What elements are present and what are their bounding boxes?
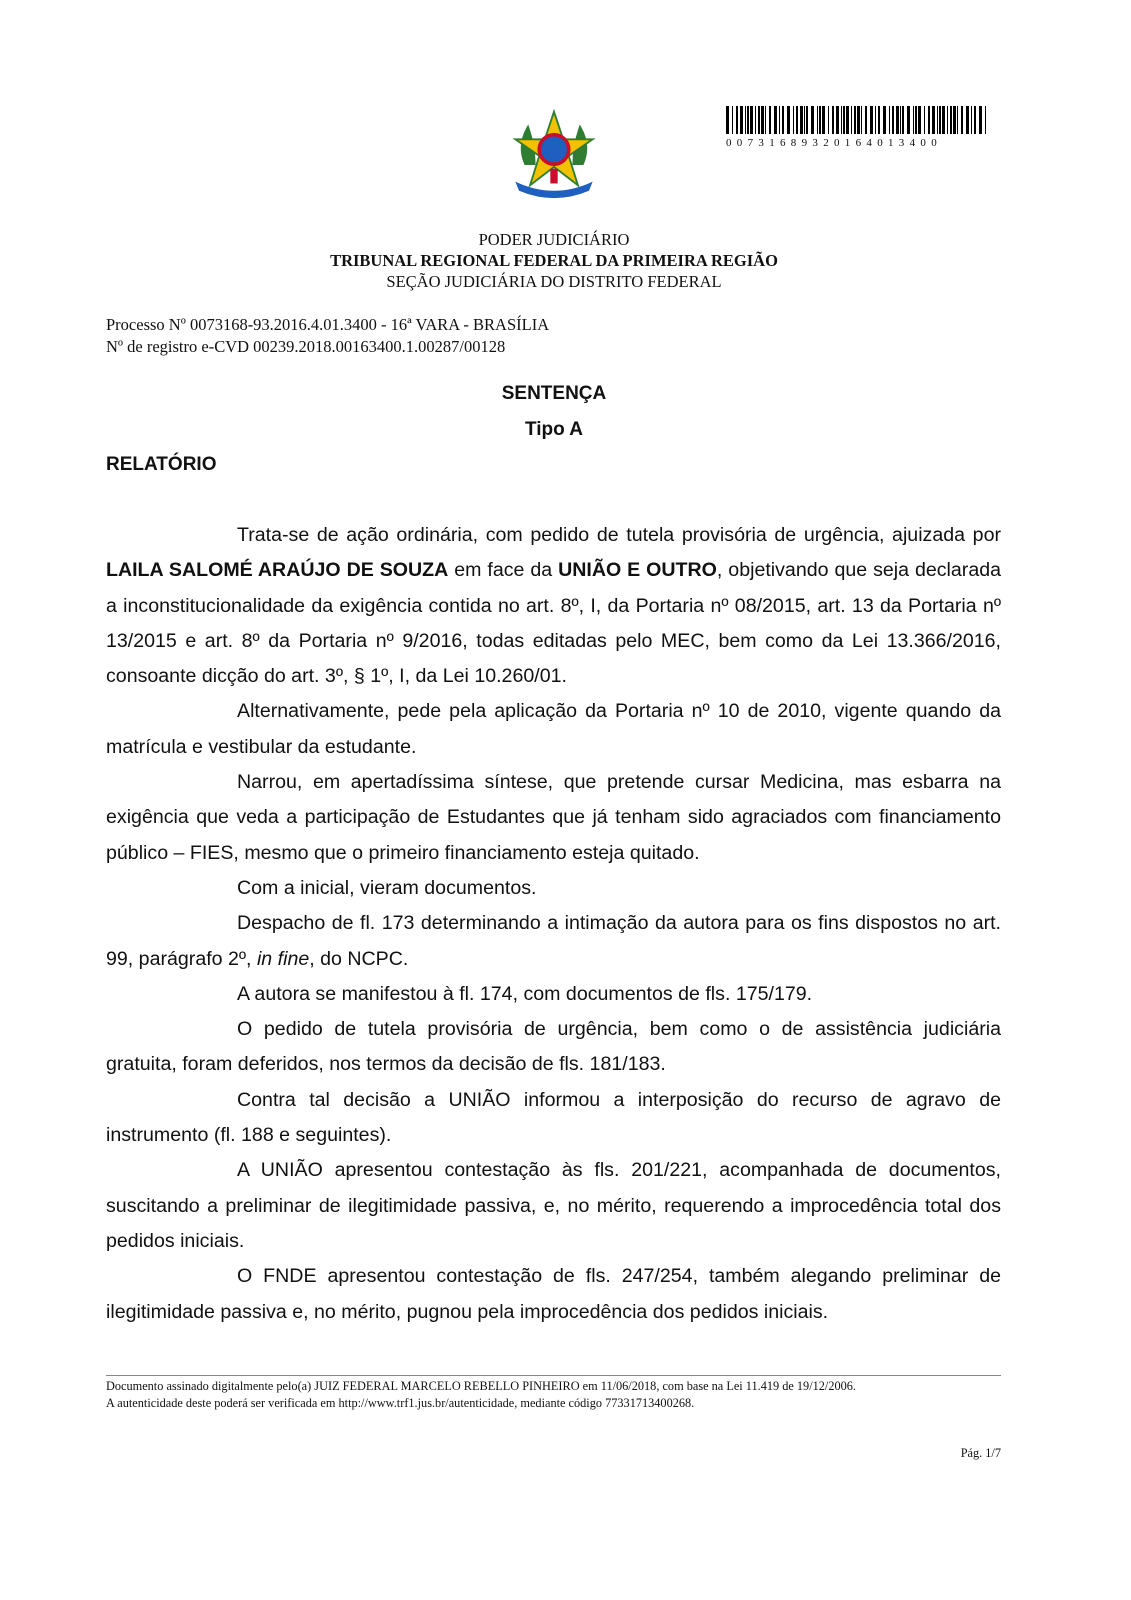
barcode-bar [900, 106, 901, 134]
barcode-bar [774, 106, 777, 134]
barcode-bar [769, 106, 771, 134]
header-court: TRIBUNAL REGIONAL FEDERAL DA PRIMEIRA REGIÃO [330, 251, 778, 270]
barcode-bar [796, 106, 798, 134]
barcode-bar [755, 106, 756, 134]
barcode-bar [913, 106, 914, 134]
text-run: , objetivando que seja declarada a inconstitucionalidade da exigência contida no art. 8º, I, da Portaria nº 08/2015, art. 13 da Portaria nº 13/2015 e art. 8º da Portaria nº 9/2016, todas editadas pelo MEC, bem como da Lei 13.366/2016, consoante dicção do art. 3º, § 1º, I, da Lei 10.260/01. [106, 559, 1002, 688]
authenticity-note: A autenticidade deste poderá ser verificada em http://www.trf1.jus.br/autenticidade, mediante código 77331713400268. [106, 1395, 695, 1410]
paragraph [106, 1083, 1001, 1154]
barcode-bar [883, 106, 886, 134]
barcode-bar [957, 106, 958, 134]
coat-of-arms-emblem [508, 108, 600, 200]
barcode-bar [793, 106, 794, 134]
text-run: , do NCPC. [309, 947, 409, 970]
text-run: O pedido de tutela provisória de urgência, bem como o de assistência judiciária gratuita, foram deferidos, nos termos da decisão de fls. 181/183. [106, 1018, 1001, 1076]
barcode-bar [875, 106, 876, 134]
barcode-bar [745, 106, 746, 134]
barcode-bar [804, 106, 805, 134]
barcode-bar [758, 106, 760, 134]
barcode-bar [896, 106, 899, 134]
registry-number: Nº de registro e-CVD 00239.2018.00163400.1.00287/00128 [106, 337, 506, 356]
barcode-digits: 00731689320164013400 [726, 137, 942, 149]
barcode-bar [854, 106, 856, 134]
paragraph [106, 977, 1001, 1012]
barcode-bar [765, 106, 766, 134]
process-number: Processo Nº 0073168-93.2016.4.01.3400 - 16ª VARA - BRASÍLIA [106, 315, 550, 334]
text-run: Despacho de fl. 173 determinando a intimação da autora para os fins dispostos no art. 99, parágrafo 2º, [106, 912, 1001, 970]
barcode-bar [819, 106, 821, 134]
barcode-bar [924, 106, 925, 134]
text-run: A autora se manifestou à fl. 174, com documentos de fls. 175/179. [237, 982, 813, 1005]
barcode-bar [947, 106, 948, 134]
text-run: Narrou, em apertadíssima síntese, que pretende cursar Medicina, mas esbarra na exigência que veda a participação de Estudantes que já tenham sido agraciados com financiamento público – FIES, mesmo que o primeiro financiamento esteja quitado. [106, 771, 1001, 864]
barcode-bar [878, 106, 880, 134]
body-text [106, 518, 1001, 1330]
document-type: Tipo A [524, 419, 584, 440]
barcode-bar [732, 106, 733, 134]
barcode-bar [902, 106, 904, 134]
text-run: Trata-se de ação ordinária, com pedido de tutela provisória de urgência, ajuizada por [237, 524, 1001, 546]
page-number: Pág. 1/7 [960, 1446, 1001, 1460]
barcode-bar [865, 106, 867, 134]
document-title: SENTENÇA [501, 383, 607, 404]
barcode [726, 106, 988, 134]
text-run: Alternativamente, pede pela aplicação da Portaria nº 10 de 2010, vigente quando da matrícula e vestibular da estudante. [106, 700, 1001, 758]
barcode-bar [870, 106, 873, 134]
italic-text: in fine [256, 947, 310, 970]
barcode-bar [915, 106, 917, 134]
text-run: O FNDE apresentou contestação de fls. 247/254, também alegando preliminar de ilegitimidade passiva e, no mérito, pugnou pela improcedência dos pedidos iniciais. [106, 1265, 1001, 1323]
text-run: A UNIÃO apresentou contestação às fls. 201/221, acompanhada de documentos, suscitando a preliminar de ilegitimidade passiva, e, no mérito, requerendo a improcedência total dos pedidos iniciais. [106, 1159, 1001, 1252]
text-run: Contra tal decisão a UNIÃO informou a interposição do recurso de agravo de instrumento (fl. 188 e seguintes). [106, 1088, 1001, 1147]
barcode-bar [979, 106, 982, 134]
barcode-bar [779, 106, 780, 134]
barcode-bar [736, 106, 738, 134]
barcode-bar [800, 106, 803, 134]
section-heading: RELATÓRIO [106, 454, 217, 475]
barcode-bar [750, 106, 753, 134]
paragraph [106, 871, 1001, 906]
paragraph [106, 1012, 1001, 1083]
barcode-bar [828, 106, 829, 134]
barcode-bar [942, 106, 945, 134]
barcode-bar [932, 106, 935, 134]
header-section: SEÇÃO JUDICIÁRIA DO DISTRITO FEDERAL [386, 272, 722, 291]
barcode-bar [811, 106, 814, 134]
barcode-bar [822, 106, 825, 134]
barcode-bar [846, 106, 849, 134]
barcode-bar [961, 106, 963, 134]
barcode-bar [937, 106, 938, 134]
bold-text: LAILA SALOMÉ ARAÚJO DE SOUZA [106, 559, 449, 582]
barcode-bar [782, 106, 784, 134]
barcode-bar [918, 106, 921, 134]
barcode-bar [747, 106, 749, 134]
barcode-bar [974, 106, 976, 134]
barcode-bar [740, 106, 743, 134]
barcode-bar [843, 106, 845, 134]
barcode-bar [907, 106, 910, 134]
barcode-bar [950, 106, 952, 134]
paragraph [106, 765, 1001, 871]
barcode-bar [832, 106, 834, 134]
bold-text: UNIÃO E OUTRO [558, 559, 717, 582]
footer-divider [106, 1375, 1001, 1376]
barcode-bar [966, 106, 969, 134]
header-judiciary: PODER JUDICIÁRIO [478, 230, 630, 249]
barcode-bar [985, 106, 986, 134]
barcode-bar [761, 106, 764, 134]
barcode-bar [892, 106, 894, 134]
paragraph [106, 1153, 1001, 1259]
barcode-bar [889, 106, 890, 134]
barcode-bar [971, 106, 972, 134]
barcode-bar [836, 106, 839, 134]
barcode-bar [841, 106, 842, 134]
signature-note: Documento assinado digitalmente pelo(a) JUIZ FEDERAL MARCELO REBELLO PINHEIRO em 11/06/2018, com base na Lei 11.419 de 19/12/2006. [106, 1379, 856, 1393]
barcode-bar [861, 106, 862, 134]
barcode-bar [851, 106, 852, 134]
barcode-bar [953, 106, 956, 134]
barcode-bar [857, 106, 860, 134]
barcode-bar [787, 106, 790, 134]
paragraph [106, 694, 1001, 765]
footer [106, 1378, 1001, 1411]
paragraph [106, 518, 1001, 694]
text-run: em face da [448, 559, 559, 582]
paragraph [106, 1259, 1001, 1330]
text-run: Com a inicial, vieram documentos. [237, 876, 537, 899]
barcode-bar [928, 106, 930, 134]
barcode-bar [806, 106, 808, 134]
paragraph [106, 906, 1001, 977]
barcode-bar [726, 106, 729, 134]
barcode-bar [939, 106, 941, 134]
barcode-bar [817, 106, 818, 134]
